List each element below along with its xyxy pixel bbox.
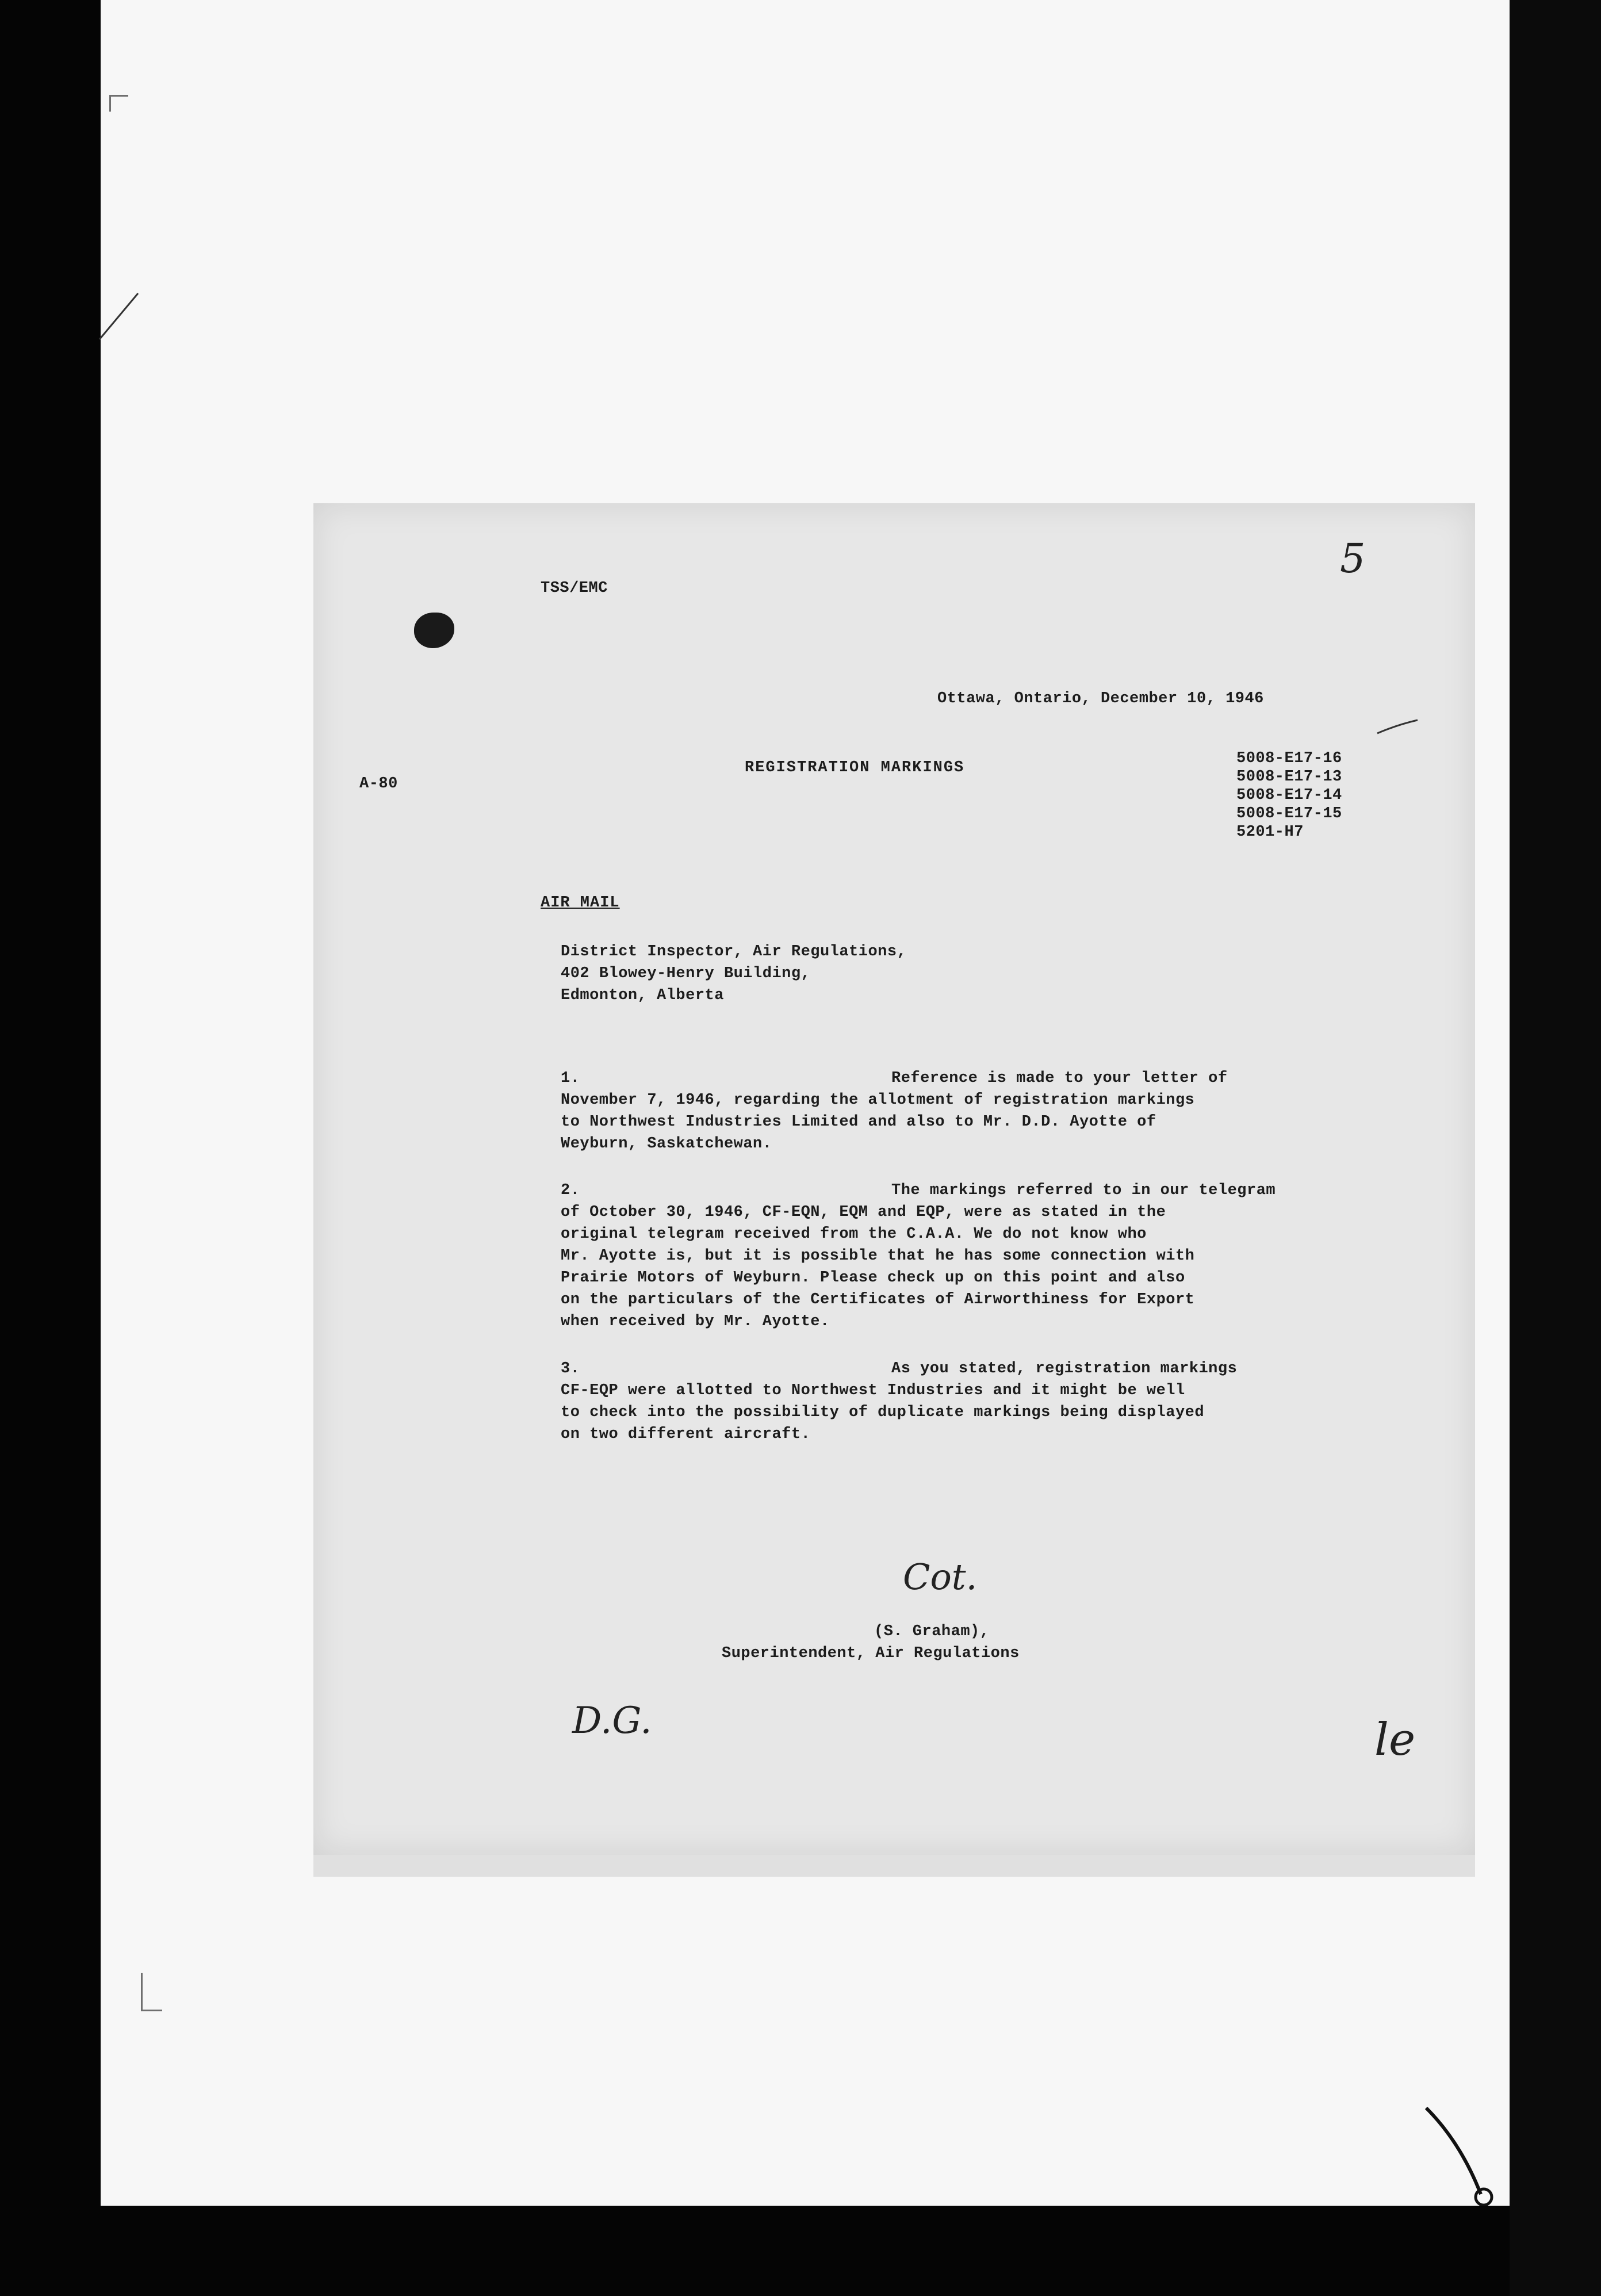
paragraph-line: Mr. Ayotte is, but it is possible that he has some connection with (561, 1248, 1195, 1265)
place-date: Ottawa, Ontario, December 10, 1946 (937, 690, 1264, 707)
paragraph-line: Reference is made to your letter of (891, 1070, 1228, 1087)
paragraph-line: to check into the possibility of duplicate markings being displayed (561, 1404, 1205, 1421)
paragraph-line: As you stated, registration markings (891, 1360, 1238, 1377)
signatory-name: (S. Graham), (874, 1623, 990, 1640)
paragraph-line: on the particulars of the Certificates of Airworthiness for Export (561, 1291, 1195, 1308)
margin-code: A-80 (359, 775, 398, 793)
signatory-title: Superintendent, Air Regulations (722, 1645, 1020, 1662)
paragraph-line: original telegram received from the C.A.A. We do not know who (561, 1226, 1147, 1243)
file-reference: 5201-H7 (1236, 824, 1304, 841)
paragraph-line: CF-EQP were allotted to Northwest Industries and it might be well (561, 1382, 1185, 1399)
addressee-line: District Inspector, Air Regulations, (561, 943, 907, 961)
paragraph-line: when received by Mr. Ayotte. (561, 1313, 830, 1330)
paragraph-line: Weyburn, Saskatchewan. (561, 1135, 772, 1153)
delivery-method: AIR MAIL (541, 894, 620, 912)
file-reference: 5008-E17-14 (1236, 787, 1342, 804)
paragraph-line: Prairie Motors of Weyburn. Please check up on this point and also (561, 1269, 1185, 1287)
page-bottom-edge (313, 1855, 1475, 1877)
file-reference: 5008-E17-16 (1236, 750, 1342, 767)
handwritten-initials: D.G. (572, 1700, 652, 1742)
handwritten-mark: le (1374, 1714, 1416, 1766)
file-reference: 5008-E17-15 (1236, 805, 1342, 822)
crop-mark-bottom-left (141, 1973, 162, 2011)
paragraph-number: 2. (561, 1182, 580, 1199)
addressee-line: Edmonton, Alberta (561, 987, 724, 1004)
page-number: 5 (1340, 535, 1366, 582)
paragraph-line: to Northwest Industries Limited and also to Mr. D.D. Ayotte of (561, 1113, 1156, 1131)
crop-mark-top-left (109, 95, 128, 112)
subject-line: REGISTRATION MARKINGS (745, 759, 965, 776)
paragraph-line: on two different aircraft. (561, 1426, 811, 1443)
paragraph-line: of October 30, 1946, CF-EQN, EQM and EQP, were as stated in the (561, 1204, 1166, 1221)
file-reference-list (1236, 749, 1342, 841)
file-reference: 5008-E17-13 (1236, 768, 1342, 786)
addressee-line: 402 Blowey-Henry Building, (561, 965, 811, 982)
scratch-mark (95, 290, 141, 342)
film-edge (1510, 0, 1601, 2296)
paragraph-line: November 7, 1946, regarding the allotment of registration markings (561, 1092, 1195, 1109)
paragraph-number: 3. (561, 1360, 580, 1377)
signature-block (722, 1621, 1020, 1664)
paragraph-line: The markings referred to in our telegram (891, 1182, 1276, 1199)
signature-initials: Cot. (903, 1556, 978, 1598)
reference-initials: TSS/EMC (541, 580, 608, 597)
check-mark (1374, 719, 1420, 742)
paragraph-number: 1. (561, 1070, 580, 1087)
scratch-mark (1420, 2102, 1495, 2206)
